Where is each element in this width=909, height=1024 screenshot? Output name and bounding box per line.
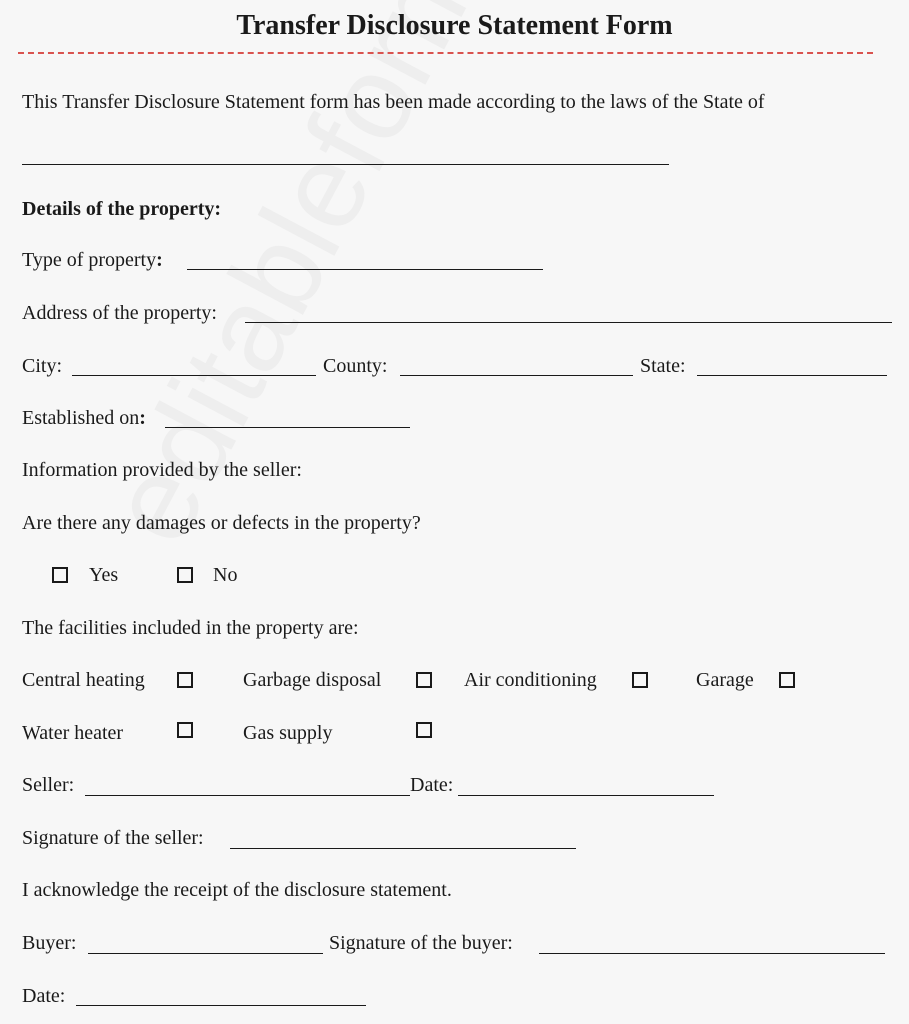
state-field-line[interactable] <box>22 164 669 165</box>
buyer-date-line[interactable] <box>76 1005 366 1006</box>
seller-line[interactable] <box>85 795 410 796</box>
buyer-signature-line[interactable] <box>539 953 885 954</box>
form-title: Transfer Disclosure Statement Form <box>236 10 673 41</box>
garbage-disposal-label: Garbage disposal <box>243 669 382 691</box>
address-line[interactable] <box>245 322 892 323</box>
water-heater-checkbox[interactable] <box>177 722 193 738</box>
state-label: State: <box>640 355 686 377</box>
seller-signature-label: Signature of the seller: <box>22 827 204 849</box>
buyer-date-label: Date: <box>22 985 66 1007</box>
central-heating-checkbox[interactable] <box>177 672 193 688</box>
air-conditioning-checkbox[interactable] <box>632 672 648 688</box>
established-text: Established on <box>22 407 140 429</box>
established-colon: : <box>139 407 146 429</box>
established-line[interactable] <box>165 427 410 428</box>
buyer-label: Buyer: <box>22 932 77 954</box>
title-divider <box>18 52 873 54</box>
type-of-property-label <box>22 250 163 270</box>
garage-checkbox[interactable] <box>779 672 795 688</box>
gas-supply-label: Gas supply <box>243 722 333 744</box>
no-label: No <box>213 564 238 586</box>
details-heading: Details of the property: <box>22 198 222 220</box>
gas-supply-checkbox[interactable] <box>416 722 432 738</box>
garbage-disposal-checkbox[interactable] <box>416 672 432 688</box>
intro-text: This Transfer Disclosure Statement form has been made according to the laws of the State of <box>22 91 765 113</box>
facilities-heading: The facilities included in the property are: <box>22 617 359 639</box>
seller-date-line[interactable] <box>458 795 714 796</box>
county-label: County: <box>323 355 388 377</box>
type-of-property-text: Type of property <box>22 249 157 271</box>
address-label: Address of the property: <box>22 302 217 324</box>
seller-info-text: Information provided by the seller: <box>22 459 302 481</box>
seller-date-label: Date: <box>410 774 454 796</box>
type-of-property-colon: : <box>156 249 163 271</box>
yes-label: Yes <box>89 564 119 586</box>
state-line[interactable] <box>697 375 887 376</box>
no-checkbox[interactable] <box>177 567 193 583</box>
buyer-signature-label: Signature of the buyer: <box>329 932 513 954</box>
air-conditioning-label: Air conditioning <box>464 669 597 691</box>
yes-checkbox[interactable] <box>52 567 68 583</box>
seller-signature-line[interactable] <box>230 848 576 849</box>
county-line[interactable] <box>400 375 633 376</box>
seller-label: Seller: <box>22 774 75 796</box>
city-line[interactable] <box>72 375 316 376</box>
established-label <box>22 408 146 428</box>
central-heating-label: Central heating <box>22 669 145 691</box>
acknowledge-text: I acknowledge the receipt of the disclosure statement. <box>22 879 452 901</box>
buyer-line[interactable] <box>88 953 323 954</box>
damages-question: Are there any damages or defects in the property? <box>22 512 421 534</box>
garage-label: Garage <box>696 669 754 691</box>
water-heater-label: Water heater <box>22 722 124 744</box>
type-of-property-line[interactable] <box>187 269 543 270</box>
city-label: City: <box>22 355 63 377</box>
